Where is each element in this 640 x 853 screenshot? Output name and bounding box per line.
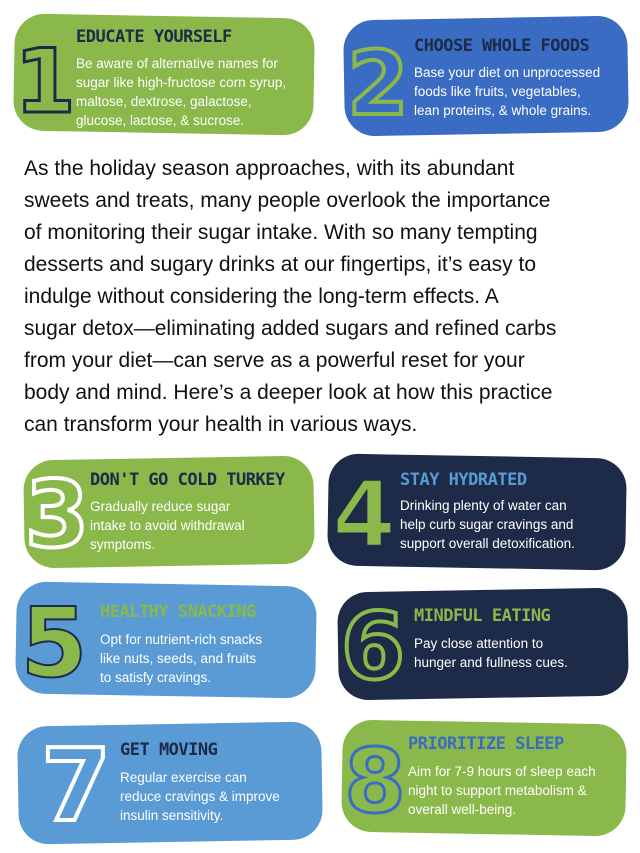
tip-description: Be aware of alternative names for sugar like high-fructose corn syrup, maltose, dextrose, galactose, glucose, lactose, & sucrose. — [76, 56, 287, 128]
svg-text:3: 3 — [24, 461, 90, 568]
tip-title: EDUCATE YOURSELF — [76, 27, 232, 47]
number-3-icon — [24, 461, 90, 568]
intro-paragraph: As the holiday season approaches, with its abundant sweets and treats, many people overlook the importance of monitoring their sugar intake. With so many tempting desserts and sugary drinks at our fingertips, it’s easy to indulge without considering the long-term effects. A sugar detox—eliminating added sugars and refined carbs from your diet—can serve as a powerful reset for your body and mind. Here’s a deeper look at how this practice can transform your health in various ways. — [24, 157, 557, 436]
number-1-icon — [14, 30, 76, 133]
tip-description: Drinking plenty of water can help curb sugar cravings and support overall detoxification. — [400, 498, 575, 551]
number-5-icon — [20, 587, 88, 699]
tip-description: Base your diet on unprocessed foods like fruits, vegetables, lean proteins, & whole grains. — [414, 65, 601, 118]
tip-description: Aim for 7-9 hours of sleep each night to support metabolism & overall well-being. — [408, 764, 596, 817]
tip-title: STAY HYDRATED — [400, 470, 527, 490]
tip-title: MINDFUL EATING — [414, 606, 551, 626]
svg-text:5: 5 — [20, 587, 88, 699]
svg-text:4: 4 — [331, 461, 397, 568]
number-6-icon — [340, 593, 406, 700]
svg-text:7: 7 — [41, 727, 111, 844]
number-4-icon — [331, 461, 397, 568]
tip-description: Opt for nutrient-rich snacks like nuts, seeds, and fruits to satisfy cravings. — [100, 632, 263, 685]
svg-text:1: 1 — [14, 30, 76, 133]
tip-description: Regular exercise can reduce cravings & improve insulin sensitivity. — [120, 770, 280, 823]
number-7-icon — [41, 727, 111, 844]
tip-title: PRIORITIZE SLEEP — [408, 734, 564, 754]
tip-title: GET MOVING — [120, 740, 218, 760]
tip-description: Pay close attention to hunger and fullness cues. — [414, 636, 568, 670]
svg-text:6: 6 — [340, 593, 406, 700]
svg-text:8: 8 — [344, 730, 406, 833]
tip-title: CHOOSE WHOLE FOODS — [414, 36, 590, 56]
tip-title: HEALTHY SNACKING — [100, 602, 256, 622]
number-2-icon — [347, 32, 409, 135]
tip-description: Gradually reduce sugar intake to avoid withdrawal symptoms. — [90, 499, 245, 552]
number-8-icon — [344, 730, 406, 833]
tip-title: DON'T GO COLD TURKEY — [90, 470, 285, 490]
svg-text:2: 2 — [347, 32, 409, 135]
